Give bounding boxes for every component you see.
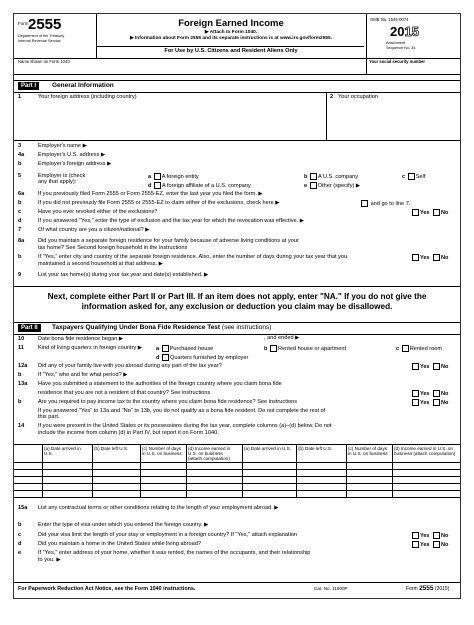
form-2555-page: Form 2555 Department of the Treasury Internal Revenue Service Foreign Earned Income ▶ Attach to Form 1040. ▶ Information about Form 2555 and its separate instructions is at www.irs.gov/form2555. OMB No. 1545-0074 2015 Attachment Sequence No. 34 For Use by U.S. Citizens and Resident Aliens Only Name shown on Form 1040 Your social security number Part I General Information 1 Your foreign address (including country) 2 Your occupation 3 Employer's name ▶ 4a Employer's U.S. address ▶ b Employer's foreign address ▶ 5 Employer is (check any that apply): 6a If you previously filed Form 2555 or Form 2555-EZ, enter the last year you filed the form. ▶ b If you did not previously file Form 2555 or 2555-EZ to claim either of the exclusions, check here ▶ c Have you ever revoked either of the exclusions? d If you answered "Yes," enter the type of exclusion and the tax year for which the revocation was effective. ▶ 7 Of what country are you a citizen/national? ▶ 8a Did you maintain a separate foreign residence for your family because of adverse living conditions at your tax home? See Second foreign household in the instructions b If "Yes," enter city and country of the separate foreign residence. Also, enter the number of days during your tax year that you maintained a second household at that address. ▶ 9 List your tax home(s) during your tax year and date(s) established. ▶ a A foreign entity b A U.S. company c Self d A foreign affiliate of a U.S. company e Other (specify) ▶ and go to line 7. Yes No Yes No Next, complete either Part II or Part III. If an item does not apply, enter "NA." If you do not give the information asked for, any exclusion or deduction you claim may be disallowed. Part II Taxpayers Qualifying Under Bona Fide Residence Test (see instructions) 10 Date bona fide residence began ▶ 11 Kind of living quarters in foreign country ▶ 12a Did any of your family live with you abroad during any part of the tax year? b If "Yes," who and for what period? ▶ 13a Have you submitted a statement to the authorities of the foreign country where you claim bona fide residence that you are not a resident of that country? See instructions b Are you required to pay income tax to the country where you claim bona fide residence? See instructions If you answered "Yes" to 13a and "No" to 13b, you do not qualify as a bona fide resident. Do not complete the rest of this part. 14 If you were present in the United States or its possessions during the tax year, complete columns (a)–(d) below. Do not include the income from column (d) in Part IV, but report it on Form 1040. , and ended ▶ a Purchased house b Rented house or apartment c Rented room d Quarters furnished by employer Yes No Yes No Yes No (a) Date arrived in U.S. (b) Date left U.S. (c) Number of days in U.S. on business (d) Income earned in U.S. on business (attach computation) (a) Date arrived in U.S. (b) Date left U.S. (c) Number of days in U.S. on business (d) Income earned in U.S. on business (attach computation) 15a List any contractual terms or other conditions relating to the length of your employment abroad. ▶ b Enter the type of visa under which you entered the foreign country. ▶ c Did your visa limit the length of your stay or employment in a foreign country? If "Yes," attach explanation d Did you maintain a home in the United States while living abroad? e If "Yes," enter address of your home, whether it was rented, the names of the occupants, and their relationship to you. ▶ Yes No Yes No For Paperwork Reduction Act Notice, see the Form 1040 instructions. Cat. No. 11900P Form 2555 (2015): [13, 13, 461, 599]
info-note: ▶ Information about Form 2555 and its separate instructions is at www.irs.gov/form2555.: [129, 36, 333, 41]
line-number: 4a: [18, 152, 25, 158]
line-text: If you answered "Yes" to 13a and "No" to 13b, you do not qualify as a bona fide resident. Do not complete the rest of: [38, 408, 326, 414]
line5-option-c[interactable]: c Self: [402, 173, 426, 180]
line-text: Employer's U.S. address ▶: [38, 152, 106, 158]
line-number: d: [18, 218, 22, 224]
line8a-yes-no[interactable]: Yes No: [410, 254, 448, 261]
line-text: maintained a second household at that address. ▶: [38, 261, 163, 267]
line-number: 14: [18, 423, 25, 429]
table-header-1: (b) Date left U.S.: [94, 446, 129, 451]
tax-year: 2015: [390, 24, 419, 39]
line-number: 3: [18, 143, 22, 149]
line13a-yes-no[interactable]: Yes No: [410, 390, 448, 397]
line5-option-e[interactable]: e Other (specify) ▶: [304, 182, 361, 189]
line-text: to you. ▶: [38, 557, 61, 563]
line-text: Have you submitted a statement to the authorities of the foreign country where you claim bona fide: [38, 381, 282, 387]
line-text: Employer's foreign address ▶: [38, 161, 112, 167]
line11-option-d[interactable]: d Quarters furnished by employer: [156, 354, 249, 361]
line12a-yes-no[interactable]: Yes No: [410, 363, 448, 370]
line-number: b: [18, 372, 22, 378]
line-text: Employer is (check: [38, 173, 86, 179]
line5-option-a[interactable]: a A foreign entity: [148, 173, 199, 180]
line-number: c: [18, 532, 22, 538]
form-label: Form: [18, 21, 29, 26]
line-text: Are you required to pay income tax to the country where you claim bona fide residence? See instructions: [38, 399, 298, 405]
next-notice: Next, complete either Part II or Part III. If an item does not apply, enter "NA." If you do not give the information asked for, any exclusion or deduction you claim may be disallowed.: [47, 292, 427, 311]
footer-notice: For Paperwork Reduction Act Notice, see the Form 1040 instructions.: [18, 586, 196, 592]
line-text: Did any of your family live with you abroad during any part of the tax year?: [38, 363, 222, 369]
part1-title: General Information: [52, 82, 114, 89]
part2-title: Taxpayers Qualifying Under Bona Fide Residence Test (see instructions): [52, 324, 272, 331]
catalog-number: Cat. No. 11900P: [314, 586, 348, 591]
footer-form-id: Form 2555 (2015): [406, 585, 450, 592]
line10-end: , and ended ▶: [264, 335, 300, 341]
part1-tag: Part I: [18, 82, 39, 90]
table-divider: [460, 444, 461, 497]
line6b-checkbox[interactable]: and go to line 7.: [360, 200, 410, 208]
line5-option-d[interactable]: d A foreign affiliate of a U.S. company: [148, 182, 251, 189]
line-text: this part.: [38, 414, 60, 420]
line-text: Employer's name ▶: [38, 143, 87, 149]
line-text: Date bona fide residence began ▶: [38, 336, 124, 342]
line-text: include the income from column (d) in Part IV, but report it on Form 1040.: [38, 430, 219, 436]
line6c-yes-no[interactable]: Yes No: [410, 209, 448, 216]
line15d-yes-no[interactable]: Yes No: [410, 541, 448, 548]
line-text: If you previously filed Form 2555 or Form 2555-EZ, enter the last year you filed the form. ▶: [38, 191, 263, 197]
attachment-label: Attachment: [386, 41, 406, 45]
line-number: 13a: [18, 381, 28, 387]
line-text: If "Yes," enter city and country of the separate foreign residence. Also, enter the number of days during your tax year that you: [38, 254, 348, 260]
line-number: 6a: [18, 191, 25, 197]
line-text: If you answered "Yes," enter the type of exclusion and the tax year for which the revocation was effective. ▶: [38, 218, 305, 224]
line-number: b: [18, 399, 22, 405]
table-header-3: (d) Income earned in U.S. on business (attach computation): [188, 446, 231, 462]
line-number: b: [18, 161, 22, 167]
line-number: b: [18, 254, 22, 260]
line-number: b: [18, 522, 22, 528]
table-header-0: (a) Date arrived in U.S.: [44, 446, 81, 457]
line-number: d: [18, 541, 22, 547]
line-text: Did you maintain a home in the United States while living abroad?: [38, 541, 201, 547]
line-text: List any contractual terms or other conditions relating to the length of your employment abroad. ▶: [38, 505, 279, 511]
line-text: Kind of living quarters in foreign country ▶: [38, 345, 143, 351]
line-number: 11: [18, 345, 24, 351]
line-text: Did your visa limit the length of your stay or employment in a foreign country? If "Yes," attach explanation: [38, 532, 298, 538]
table-header-7: (d) Income earned in U.S. on business (attach computation): [394, 446, 456, 457]
omb-number: OMB No. 1545-0074: [370, 17, 409, 22]
part2-tag: Part II: [18, 324, 41, 332]
irs-label: Internal Revenue Service: [18, 39, 61, 43]
line-text: If "Yes," enter address of your home, whether it was rented, the names of the occupants, and their relationship: [38, 550, 311, 556]
line-text: Did you maintain a separate foreign residence for your family because of adverse living conditions at your: [38, 238, 299, 244]
line-number: e: [18, 550, 22, 556]
line11-option-a[interactable]: a Purchased house: [156, 345, 214, 352]
form-number: 2555: [28, 16, 62, 33]
line15c-yes-no[interactable]: Yes No: [410, 532, 448, 539]
line-text: Have you ever revoked either of the exclusions?: [38, 209, 158, 215]
line-number: c: [18, 209, 22, 215]
line-number: 8a: [18, 238, 25, 244]
attach-note: ▶ Attach to Form 1040.: [204, 30, 258, 35]
line11-option-c[interactable]: c Rented room: [396, 345, 443, 352]
form-title: Foreign Earned Income: [178, 18, 284, 29]
line-number: 12a: [18, 363, 28, 369]
line-text: If "Yes," who and for what period? ▶: [38, 372, 128, 378]
line-number: b: [18, 200, 22, 206]
line-text: Enter the type of visa under which you entered the foreign country. ▶: [38, 522, 209, 528]
line-text: any that apply):: [38, 179, 77, 185]
line-text: residence that you are not a resident of that country? See instructions: [38, 390, 211, 396]
line-text: If you did not previously file Form 2555 or 2555-EZ to claim either of the exclusions, check here ▶: [38, 200, 280, 206]
line-text: If you were present in the United States or its possessions during the tax year, complete columns (a)–(d) below. Do not: [38, 423, 332, 429]
line-number: 10: [18, 336, 25, 342]
line13b-yes-no[interactable]: Yes No: [410, 399, 448, 406]
table-header-4: (a) Date arrived in U.S.: [244, 446, 291, 451]
dept-label: Department of the Treasury: [18, 34, 65, 38]
line-number: 7: [18, 227, 22, 233]
line-number: 9: [18, 272, 22, 278]
table-header-5: (b) Date left U.S.: [298, 446, 333, 451]
line-text: Of what country are you a citizen/national? ▶: [38, 227, 150, 233]
ssn-label: Your social security number: [369, 59, 426, 64]
line11-option-b[interactable]: b Rented house or apartment: [264, 345, 347, 352]
name-label: Name shown on Form 1040: [18, 59, 70, 64]
sequence-label: Sequence No. 34: [386, 46, 416, 50]
for-use-note: For Use by U.S. Citizens and Resident Aliens Only: [164, 48, 298, 54]
line-number: 15a: [18, 505, 28, 511]
line-text: tax home? See Second foreign household in the instructions: [38, 245, 188, 251]
table-header-6: (c) Number of days in U.S. on business: [348, 446, 388, 457]
line-number: 5: [18, 173, 22, 179]
line-text: List your tax home(s) during your tax year and date(s) established. ▶: [38, 272, 209, 278]
table-header-2: (c) Number of days in U.S. on business: [142, 446, 182, 457]
line5-option-b[interactable]: b A U.S. company: [304, 173, 359, 180]
